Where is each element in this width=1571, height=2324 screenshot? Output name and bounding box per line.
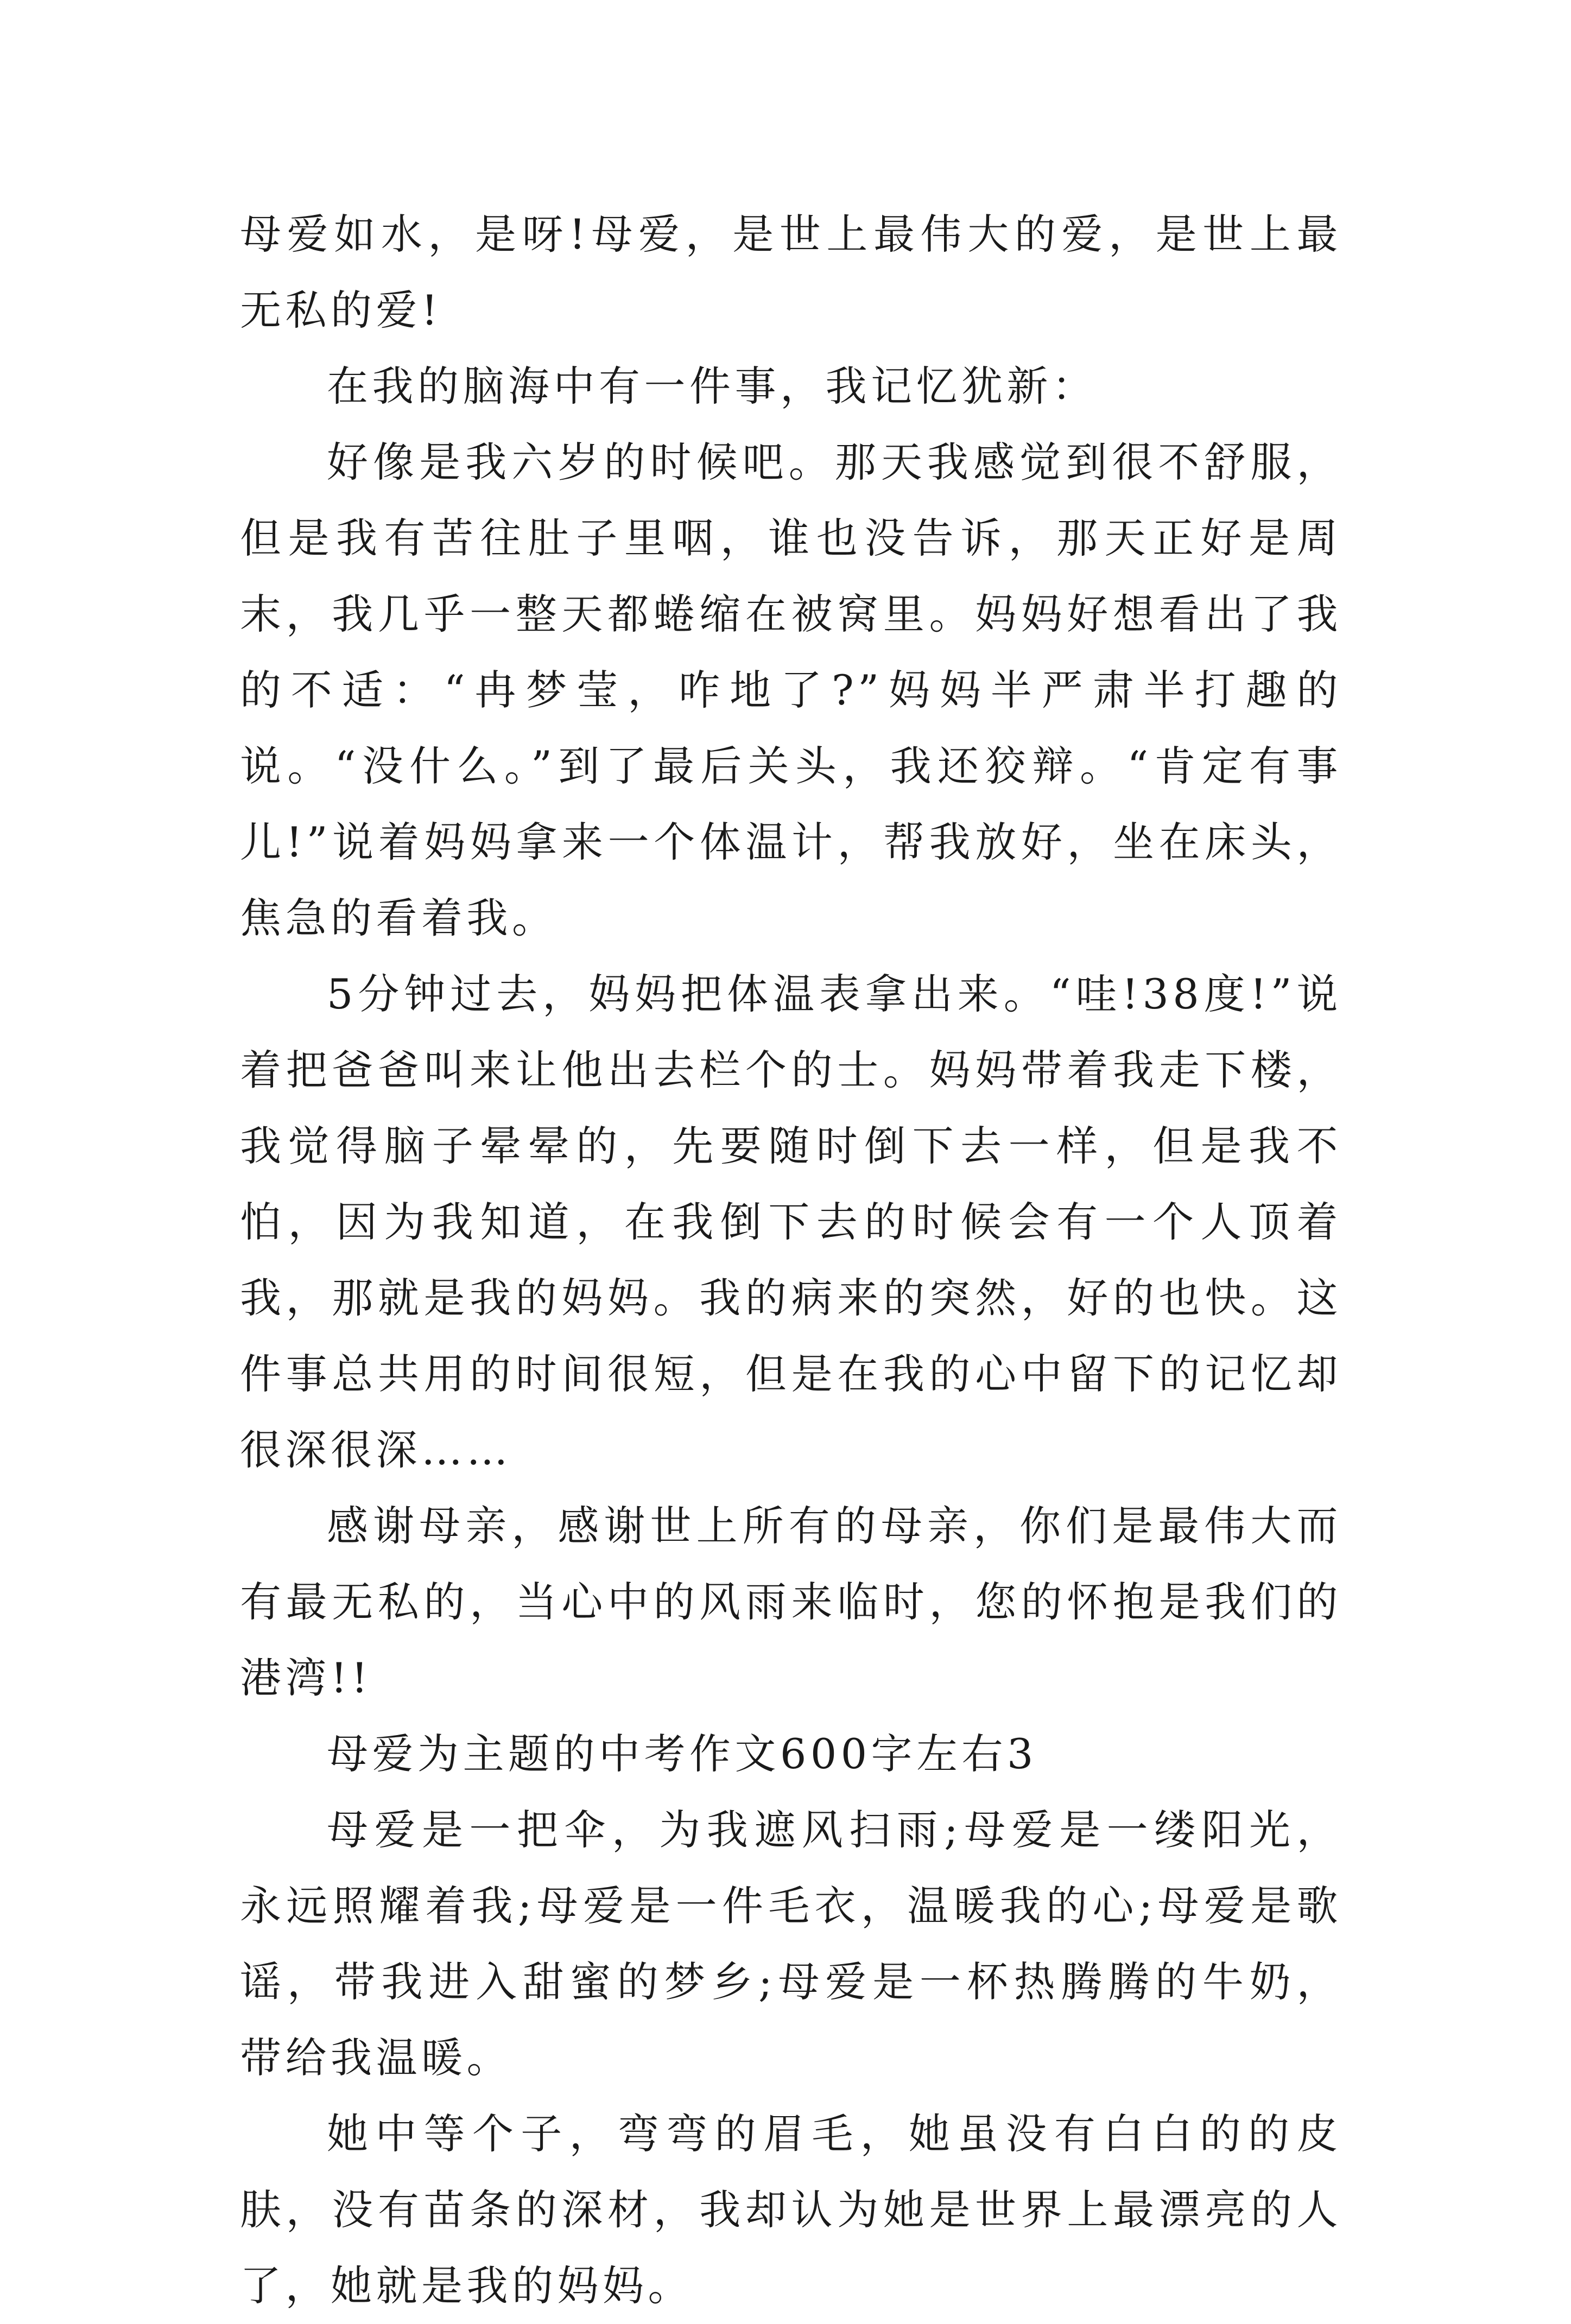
paragraph-4: 5分钟过去，妈妈把体温表拿出来。“哇!38度!”说着把爸爸叫来让他出去栏个的士。妈妈带着我走下楼，我觉得脑子晕晕的，先要随时倒下去一样，但是我不怕，因为我知道，在我倒下去的时候会有一个人顶着我，那就是我的妈妈。我的病来的突然，好的也快。这件事总共用的时间很短，但是在我的心中留下的记忆却很深很深……: [240, 970, 1342, 1474]
paragraph-7: 她中等个子，弯弯的眉毛，她虽没有白白的的皮肤，没有苗条的深材，我却认为她是世界上最漂亮的人了，她就是我的妈妈。: [240, 2110, 1342, 2310]
paragraph-6: 母爱是一把伞，为我遮风扫雨;母爱是一缕阳光，永远照耀着我;母爱是一件毛衣，温暖我的心;母爱是歌谣，带我进入甜蜜的梦乡;母爱是一杯热腾腾的牛奶，带给我温暖。: [240, 1806, 1342, 2082]
paragraph-5: 感谢母亲，感谢世上所有的母亲，你们是最伟大而有最无私的，当心中的风雨来临时，您的怀抱是我们的港湾!!: [240, 1502, 1342, 1702]
section-heading: 母爱为主题的中考作文600字左右3: [327, 1730, 1037, 1778]
paragraph-1: 母爱如水，是呀!母爱，是世上最伟大的爱，是世上最无私的爱!: [240, 210, 1342, 334]
paragraph-3: 好像是我六岁的时候吧。那天我感觉到很不舒服，但是我有苦往肚子里咽，谁也没告诉，那天正好是周末，我几乎一整天都蜷缩在被窝里。妈妈好想看出了我的不适：“冉梦莹，咋地了?”妈妈半严肃半打趣的说。“没什么。”到了最后关头，我还狡辩。“肯定有事儿!”说着妈妈拿来一个体温计，帮我放好，坐在床头，焦急的看着我。: [240, 438, 1342, 942]
document-body: [240, 196, 1342, 2324]
paragraph-2: 在我的脑海中有一件事，我记忆犹新：: [327, 362, 1098, 410]
